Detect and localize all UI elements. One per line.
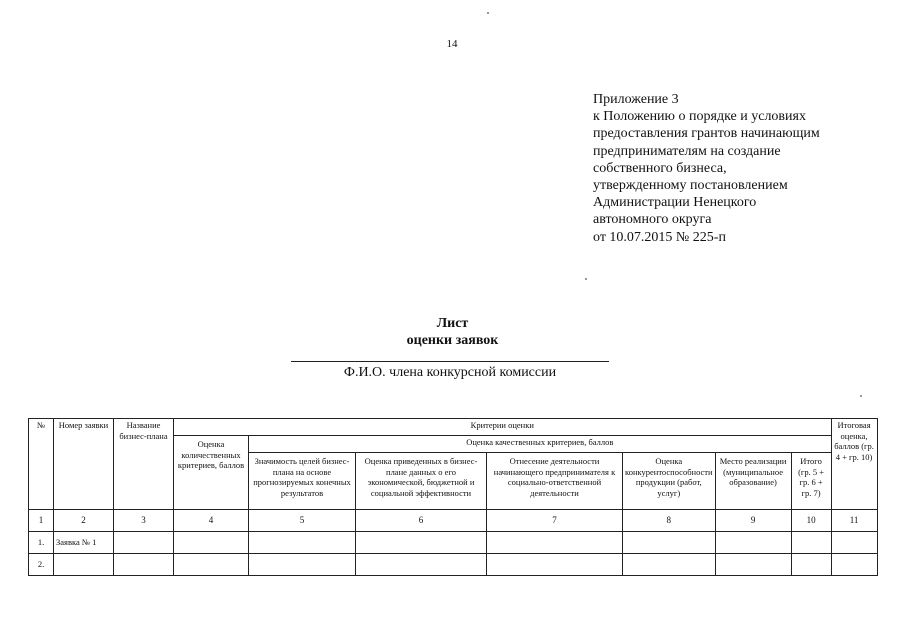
column-number: 11	[831, 510, 877, 532]
header-social-responsibility: Отнесение деятельности начинающего предпринимателя к социально-ответственной деятельности	[487, 453, 623, 510]
header-subtotal: Итого (гр. 5 + гр. 6 + гр. 7)	[791, 453, 831, 510]
header-location: Место реализации (муниципальное образование)	[715, 453, 791, 510]
table-cell	[114, 532, 174, 554]
column-number: 9	[715, 510, 791, 532]
appendix-line: собственного бизнеса,	[593, 160, 727, 176]
appendix-line: Администрации Ненецкого	[593, 195, 757, 211]
row-number: 1.	[29, 532, 54, 554]
document-subtitle: оценки заявок	[406, 333, 499, 348]
column-number: 2	[54, 510, 114, 532]
table-cell	[487, 532, 623, 554]
page-number: 14	[446, 38, 458, 50]
column-number-row	[29, 510, 878, 532]
column-number: 8	[623, 510, 716, 532]
table-cell	[174, 532, 249, 554]
column-number: 4	[174, 510, 249, 532]
header-criteria: Критерии оценки	[174, 419, 832, 436]
column-number: 1	[29, 510, 54, 532]
column-number: 6	[356, 510, 487, 532]
header-qualitative: Оценка качественных критериев, баллов	[249, 436, 832, 453]
header-competitiveness: Оценка конкурентоспособности продукции (работ, услуг)	[623, 453, 716, 510]
appendix-line: Приложение 3	[593, 92, 679, 107]
column-number: 10	[791, 510, 831, 532]
table-cell	[715, 554, 791, 576]
table-cell	[487, 554, 623, 576]
appendix-line: к Положению о порядке и условиях	[593, 109, 806, 125]
table-cell	[623, 532, 716, 554]
appendix-line: предоставления грантов начинающим	[593, 126, 820, 142]
row-application	[54, 554, 114, 576]
table-cell	[715, 532, 791, 554]
table-cell	[356, 554, 487, 576]
header-quantitative: Оценка количественных критериев, баллов	[174, 436, 249, 510]
scan-speck	[585, 278, 587, 280]
header-data-assessment: Оценка приведенных в бизнес-плане данных о его экономической, бюджетной и социальной эффективности	[356, 453, 487, 510]
scan-speck	[860, 395, 862, 397]
table-row	[29, 532, 878, 554]
table-row	[29, 554, 878, 576]
table-cell	[356, 532, 487, 554]
appendix-line: от 10.07.2015 № 225-п	[593, 229, 726, 245]
signature-caption: Ф.И.О. члена конкурсной комиссии	[343, 365, 557, 380]
column-number: 7	[487, 510, 623, 532]
evaluation-table	[28, 418, 878, 576]
header-final-score: Итоговая оценка, баллов (гр. 4 + гр. 10)	[831, 419, 877, 510]
row-number: 2.	[29, 554, 54, 576]
appendix-line: предпринимателям на создание	[593, 143, 781, 159]
column-number: 3	[114, 510, 174, 532]
table-cell	[791, 554, 831, 576]
table-cell	[623, 554, 716, 576]
table-cell	[249, 532, 356, 554]
document-title: Лист	[436, 316, 469, 331]
appendix-line: автономного округа	[593, 212, 712, 228]
table-cell	[174, 554, 249, 576]
signature-line	[291, 361, 609, 362]
table-cell	[831, 554, 877, 576]
scan-speck	[487, 12, 489, 14]
table-cell	[114, 554, 174, 576]
table-cell	[249, 554, 356, 576]
header-application-number: Номер заявки	[54, 419, 114, 510]
table-cell	[831, 532, 877, 554]
table-cell	[791, 532, 831, 554]
row-application: Заявка № 1	[54, 532, 114, 554]
header-goals: Значимость целей бизнес-плана на основе прогнозируемых конечных результатов	[249, 453, 356, 510]
appendix-block	[593, 91, 883, 246]
column-number: 5	[249, 510, 356, 532]
header-business-plan-name: Название бизнес-плана	[114, 419, 174, 510]
header-row	[29, 419, 878, 436]
appendix-line: утвержденному постановлением	[593, 178, 788, 194]
header-number: №	[29, 419, 54, 510]
